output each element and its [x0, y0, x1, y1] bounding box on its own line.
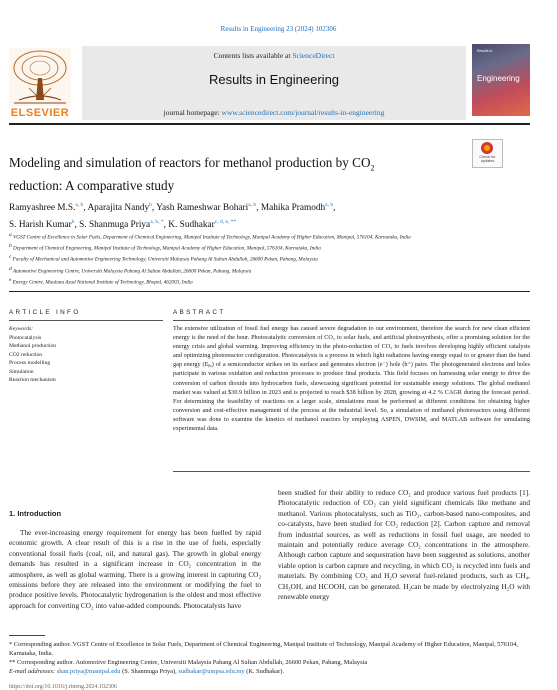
- homepage-link[interactable]: www.sciencedirect.com/journal/results-in-engineering: [221, 108, 385, 117]
- cover-small-text: Results in: [477, 49, 493, 53]
- email-link-2[interactable]: sudhakar@umpsa.edu.my: [178, 668, 245, 675]
- email-link-1[interactable]: shan.priya@manipal.edu: [56, 668, 121, 675]
- author-sup[interactable]: a, b: [248, 202, 257, 208]
- footnote-emails: [9, 667, 534, 676]
- contents-prefix: Contents lists available at: [213, 51, 291, 60]
- sciencedirect-link[interactable]: ScienceDirect: [292, 51, 335, 60]
- contents-line: [82, 51, 466, 60]
- doi-link[interactable]: https://doi.org/10.1016/j.rineng.2024.102306: [9, 684, 118, 690]
- keyword: Methanol production: [9, 343, 57, 349]
- header-rule: [9, 123, 530, 125]
- author-name[interactable]: Yash Rameshwar Bohari: [156, 203, 249, 214]
- journal-header-box: [82, 46, 466, 120]
- abstract-heading: ABSTRACT: [173, 309, 226, 316]
- cover-title-text: Engineering: [477, 74, 520, 83]
- check-for-updates-badge[interactable]: [472, 139, 503, 168]
- footnote-2: ** Corresponding author. Automotive Engineering Centre, Universiti Malaysia Pahang Al Sultan Abdullah, 26600 Pekan, Pahang, Malaysia: [9, 659, 368, 666]
- check-updates-label: Check for updates: [479, 155, 496, 164]
- journal-title: Results in Engineering: [208, 72, 340, 87]
- section-rule: [9, 291, 530, 292]
- keyword: Simulation: [9, 368, 34, 375]
- keyword: Photocatalysis: [9, 334, 42, 341]
- affiliation-item: $^d$ Automotive Engineering Centre, Universiti Malaysia Pahang Al Sultan Abdullah, 26600 Pekan, Pahang, Malaysia: [9, 265, 252, 275]
- email-1-owner: (S. Shanmuga Priya),: [122, 668, 177, 675]
- email-label: E-mail addresses:: [9, 668, 56, 675]
- check-updates-icon: [481, 142, 493, 154]
- affiliation-item: $^c$ Faculty of Mechanical and Automotive Engineering Technology, Universiti Malaysia Pahang Al Sultan Abdullah, 26600 Pekan, Pahang, Malaysia: [9, 254, 318, 264]
- article-info-heading: ARTICLE INFO: [9, 309, 81, 316]
- author-list: Ramyashree M.S.$^{a, b}$, Aparajita Nandy$^b$, Yash Rameshwar Bohari$^{a, b}$, Mahika Pramodh$^{a, b}$, S. Harish Kumar$^b$, S. Shanmuga Priya$^{a, b, *}$, K. Sudhakar$^{c, d, e, **}$: [9, 202, 336, 231]
- keywords-block: [9, 325, 163, 385]
- affiliation-item: $^e$ Energy Centre, Maulana Azad National Institute of Technology, Bhopal, 462003, India: [9, 276, 193, 286]
- abstract-rule: [173, 320, 530, 321]
- author-sup[interactable]: b: [149, 202, 152, 208]
- footnotes: [9, 640, 534, 676]
- affiliations: [9, 231, 534, 287]
- footnote-rule: [9, 635, 45, 636]
- article-title: [9, 154, 449, 194]
- journal-citation[interactable]: [0, 25, 557, 33]
- email-2-owner: (K. Sudhakar).: [246, 668, 284, 675]
- keyword: Process modelling: [9, 360, 51, 366]
- keyword: Reaction mechanism: [9, 377, 56, 383]
- footnote-1: * Corresponding author. VGST Centre of Excellence in Solar Fuels, Department of Chemical Engineering, Manipal Institute of Technology, Manipal Academy of Higher Education, Manipal, 576104, Karnataka, India.: [9, 641, 519, 657]
- introduction-heading: 1. Introduction: [9, 509, 62, 518]
- affiliation-item: $^b$ Department of Chemical Engineering, Manipal Institute of Technology, Manipal Academy of Higher Education, Manipal, 576104, Karnataka, India: [9, 243, 321, 252]
- affiliation-item: $^a$ VGST Centre of Excellence in Solar Fuels, Department of Chemical Engineering, Manipal Institute of Technology, Manipal Academy of Higher Education, Manipal, 576104, Karnataka, India: [9, 232, 411, 241]
- homepage-prefix: journal homepage:: [163, 108, 220, 117]
- intro-right-column: been studied for their ability to reduce CO₂ and produce various fuel products [1]. Photocatalytic reduction of CO₂ can yield significant chemicals like methane and methanol. Various photocatalysts, such as TiO₂, carbon-based nano-composites, and co-catalysts, have been studied for CO₂ reduction [2]. Carbon capture and removal from industrial sources, as well as reductions in fossil fuel usage, are needed to maintain and potentially reduce average CO₂ concentrations in the atmosphere. Although carbon capture and sequestration have been suggested as solutions, another viable option is carbon capture and recycling, in which CO₂ is recycled into fuels and materials. By combining CO₂ and H₂O several fuel-related products, such as CH₄, CH₃OH, and HCOOH, can be generated. H₂can be made by electrolyzing H₂O with renewable energy: [278, 488, 530, 602]
- publisher-name: ELSEVIER: [10, 107, 70, 119]
- author-sup[interactable]: b: [71, 219, 75, 226]
- author-name[interactable]: Aparajita Nandy: [87, 203, 150, 214]
- author-sup[interactable]: c, d, e, **: [214, 219, 237, 226]
- title-part-2: reduction: A comparative study: [9, 177, 175, 193]
- author-name[interactable]: S. Harish Kumar: [9, 220, 72, 231]
- homepage-line: [82, 108, 466, 117]
- abstract-end-rule: [173, 471, 530, 472]
- author-sup[interactable]: a, b: [325, 202, 334, 208]
- keyword: CO2 reduction: [9, 351, 43, 358]
- journal-citation-link[interactable]: Results in Engineering 23 (2024) 102306: [220, 25, 337, 33]
- author-name[interactable]: K. Sudhakar: [168, 220, 215, 231]
- journal-cover-thumbnail[interactable]: [472, 44, 530, 116]
- author-sup[interactable]: a, b: [75, 202, 84, 208]
- author-sup[interactable]: a, b, *: [150, 219, 164, 226]
- abstract-text: The extensive utilization of fossil fuel energy has caused severe degradation to our environment, therefore the search for new clean efficient energy is the need of the hour. Photocatalytic conversion of CO₂ to solar fuels, and artificial photosynthesis, offer a promising solution for the energy crisis and global warming. Improving efficiency in the photo-reduction of CO₂ to fuels involves developing highly efficient catalysts and optimizing photoreactor configuration. Photocatalysis is a process in which light radiations having energy equal to or greater than the band gap energy (Eᵦᵧ) of a semiconductor strikes on its surface and generates electron (e⁻) hole (h⁺) pairs. The photogenerated electrons and holes participate in various oxidation and reduction processes to produce final products. This field focuses on harnessing solar energy to drive the conversion of carbon dioxide into hydrocarbon fuels, showcasing significant potential for sustainable energy solutions. The global methanol market was valued at $30.9 billion in 2023 and is projected to reach $38 billion by 2028, growing at 4.2 % CAGR during the forecast period. For determining the feasibility of reactions on a larger scale, simulations must be performed at different conditions for obtaining higher conversion and cost-effective management of the process at the industrial level. So, a simulation of methanol photoreactors using different software was done to examine the kinetics of methanol reactors by employing ASPEN, DWSIM, and MATLAB software for simulating experimental data.: [173, 325, 530, 433]
- author-name[interactable]: Mahika Pramodh: [260, 203, 326, 214]
- title-subscript: 2: [370, 163, 375, 173]
- keywords-label: Keywords:: [9, 326, 34, 332]
- author-name[interactable]: S. Shanmuga Priya: [79, 220, 151, 231]
- intro-left-column: The ever-increasing energy requirement for energy has been fuelled by rapid economic growth. A clear result of this is a rise in the use of fuels, especially conventional fossil fuels (coal, oil, and natural gas). The growth in global energy demands has resulted in a significant increase in CO₂ concentration in the atmosphere, as well as global warming. There is a growing interest in capturing CO₂ emissions before they are released into the environment or modifying the fuel to produce positive levels. Photocatalytic hydrogenation is the oldest and most effective approach for converting CO₂ into value-added compounds. Photocatalysts have: [9, 528, 261, 610]
- author-name[interactable]: Ramyashree M.S.: [9, 203, 76, 214]
- title-part-1: Modeling and simulation of reactors for methanol production by CO: [9, 155, 371, 170]
- article-info-rule: [9, 320, 163, 321]
